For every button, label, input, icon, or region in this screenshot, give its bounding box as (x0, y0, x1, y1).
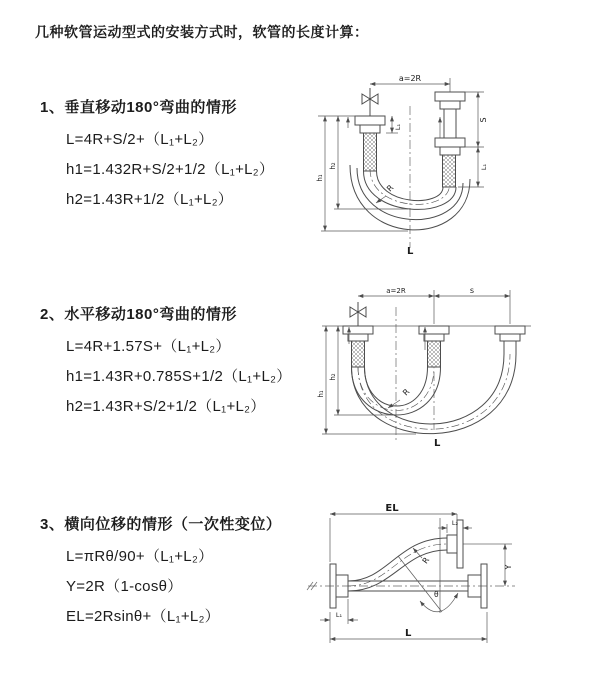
dim-label-span: a=2R (398, 74, 422, 83)
dim-label-radius: R (401, 387, 412, 398)
braided-section (443, 155, 456, 187)
dim-label-stroke: S (479, 117, 488, 123)
flange (435, 138, 465, 147)
section-2 (40, 303, 340, 422)
angle-arc-arrow (420, 593, 458, 612)
braided-section (428, 341, 441, 367)
valve-icon (370, 94, 378, 104)
dim-label-span: a=2R (386, 287, 406, 295)
section-3-formulas (40, 542, 340, 632)
construction-lines (398, 518, 458, 613)
left-riser (355, 88, 385, 171)
dim-label-fitting-right: L₂ (451, 519, 459, 527)
dim-label-h2: h₂ (329, 162, 337, 170)
section-2-formulas (40, 332, 340, 422)
diagram-2-horizontal-180-bend (316, 282, 568, 450)
dim-label-angle: θ (434, 590, 439, 599)
dim-label-fitting-left: L₁ (335, 611, 343, 619)
flange (500, 334, 520, 341)
dim-label-length: L (405, 628, 412, 639)
diagram-1-vertical-180-bend (312, 68, 548, 260)
dim-label-h1: h₁ (317, 390, 325, 398)
section-3-heading: 3、横向位移的情形（一次性变位） (40, 516, 282, 533)
dim-label-fitting-left: L₁ (394, 123, 402, 131)
centerlines (396, 307, 434, 440)
flange (457, 520, 463, 568)
flange (435, 92, 465, 101)
formula-line: h1=1.432R+S/2+1/2（L₁+L₂） (66, 161, 275, 178)
formula-line: h2=1.43R+1/2（L₁+L₂） (66, 191, 234, 208)
formula-line: L=4R+1.57S+（L₁+L₂） (66, 338, 231, 355)
formula-line: h2=1.43R+S/2+1/2（L₁+L₂） (66, 398, 266, 415)
section-1-heading: 1、垂直移动180°弯曲的情形 (40, 99, 237, 116)
dim-label-fitting-right: L₁ (480, 163, 488, 171)
formula-line: h1=1.43R+0.785S+1/2（L₁+L₂） (66, 368, 292, 385)
diagram-3-labels (336, 503, 513, 639)
section-1 (40, 96, 340, 215)
dim-label-radius: R (385, 183, 396, 194)
right-riser (435, 92, 465, 187)
diagram-3-lateral-displacement (300, 498, 600, 663)
s-curve-hose-displaced-position (348, 520, 463, 591)
dim-label-stroke: s (469, 286, 475, 295)
dim-label-radius: R (420, 555, 432, 566)
riser-2 (419, 326, 449, 367)
diagram-2-labels (317, 286, 474, 449)
dim-label-h1: h₁ (316, 174, 324, 182)
dim-label-h2: h₂ (329, 373, 337, 381)
flange (343, 326, 373, 334)
braided-section (352, 341, 365, 367)
flange (447, 535, 457, 553)
flange (360, 125, 380, 133)
dim-label-el: EL (385, 503, 399, 514)
formula-line: EL=2Rsinθ+（L₁+L₂） (66, 608, 220, 625)
riser-1 (343, 302, 373, 367)
formula-line: L=4R+S/2+（L₁+L₂） (66, 131, 214, 148)
flange (440, 101, 460, 109)
section-2-heading: 2、水平移动180°弯曲的情形 (40, 306, 237, 323)
page-title: 几种软管运动型式的安装方式时，软管的长度计算： (35, 24, 369, 40)
dim-label-length: L (407, 246, 414, 257)
valve-icon (358, 307, 366, 317)
formula-line: Y=2R（1-cosθ） (66, 578, 183, 595)
dim-label-offset: Y (504, 564, 513, 570)
flange (495, 326, 525, 334)
flange (419, 326, 449, 334)
valve-icon (350, 307, 358, 317)
flange (348, 334, 368, 341)
formula-line: L=πRθ/90+（L₁+L₂） (66, 548, 214, 565)
centerlines (307, 544, 515, 590)
flange (440, 147, 460, 155)
valve-icon (362, 94, 370, 104)
braided-section (364, 133, 377, 171)
section-3 (40, 513, 340, 632)
dim-label-length: L (434, 438, 441, 449)
section-1-formulas (40, 125, 340, 215)
flange (424, 334, 444, 341)
flange (355, 116, 385, 125)
riser-3 (495, 326, 525, 354)
